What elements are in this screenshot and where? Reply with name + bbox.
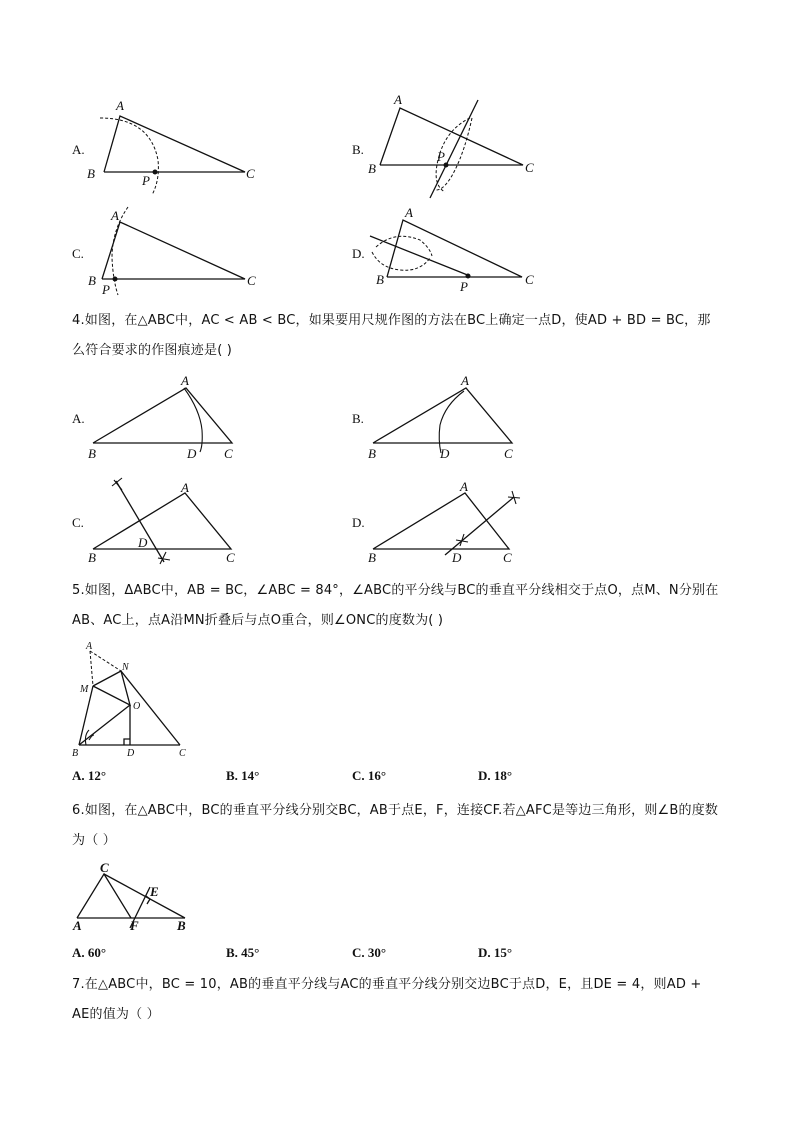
q5-label-m: M	[80, 684, 89, 695]
q5-answer-d: D. 18°	[478, 768, 513, 783]
q3c-label-c: C	[247, 273, 256, 288]
q6-answer-c: C. 30°	[352, 945, 387, 960]
q5-label-b: B	[72, 748, 79, 759]
q3a-label-b: B	[87, 166, 95, 181]
q4-question-text: 4.如图，在△ABC中，AC < AB < BC，如果要用尺规作图的方法在BC上确定一点D，使AD + BD = BC，那么符合要求的作图痕迹是( )	[72, 313, 711, 358]
q3-option-b-label: B.	[352, 142, 364, 157]
q4c-label-c: C	[226, 550, 235, 565]
q4-option-c-label: C.	[72, 515, 84, 530]
q4b-label-d: D	[440, 446, 450, 461]
q4d-label-a: A	[460, 479, 468, 494]
q5-label-c: C	[179, 748, 186, 759]
q3-option-c-label: C.	[72, 246, 84, 261]
q3b-label-c: C	[525, 160, 534, 175]
q4d-label-c: C	[503, 550, 512, 565]
q3c-label-a: A	[111, 208, 119, 223]
q4b-label-a: A	[461, 373, 469, 388]
q7-question-text: 7.在△ABC中，BC = 10，AB的垂直平分线与AC的垂直平分线分别交边BC于点D，E，且DE = 4，则AD + AE的值为（ ）	[72, 977, 702, 1022]
q4d-label-d: D	[452, 550, 462, 565]
q6-label-a: A	[73, 918, 82, 933]
q5-label-d: D	[127, 748, 135, 759]
q3b-label-a: A	[394, 92, 402, 107]
q6-answer-b: B. 45°	[226, 945, 260, 960]
q3a-label-a: A	[116, 98, 124, 113]
q5-answer-c: C. 16°	[352, 768, 387, 783]
q3d-label-a: A	[405, 205, 413, 220]
q4b-label-b: B	[368, 446, 376, 461]
q3a-label-p: P	[142, 173, 150, 188]
q5-answer-b: B. 14°	[226, 768, 260, 783]
q3d-label-b: B	[376, 272, 384, 287]
q5-label-a: A	[86, 641, 93, 652]
q3-option-a-label: A.	[72, 142, 85, 157]
q5-question-text: 5.如图，ΔABC中，AB = BC，∠ABC = 84°，∠ABC的平分线与BC的垂直平分线相交于点O，点M、N分别在AB、AC上，点A沿MN折叠后与点O重合，则∠ONC的度数为( )	[72, 583, 719, 628]
q5-label-o: O	[133, 701, 141, 712]
q4a-label-d: D	[187, 446, 197, 461]
q6-label-e: E	[150, 884, 159, 899]
q3d-label-p: P	[460, 279, 468, 294]
q6-label-f: F	[130, 918, 139, 933]
q5-answer-a: A. 12°	[72, 768, 107, 783]
q6-answer-a: A. 60°	[72, 945, 107, 960]
q3a-label-c: C	[246, 166, 255, 181]
q4c-label-a: A	[181, 480, 189, 495]
q3b-label-b: B	[368, 161, 376, 176]
q3b-label-p: P	[437, 149, 445, 164]
q5-label-n: N	[122, 662, 129, 673]
q4-option-d-label: D.	[352, 515, 365, 530]
q4b-label-c: C	[504, 446, 513, 461]
q4c-label-d: D	[138, 535, 148, 550]
q3c-label-p: P	[102, 282, 110, 297]
q3d-label-c: C	[525, 272, 534, 287]
q6-label-b: B	[177, 918, 186, 933]
q6-answer-d: D. 15°	[478, 945, 513, 960]
q3-option-d-label: D.	[352, 246, 365, 261]
q6-label-c: C	[100, 860, 109, 875]
q4-option-a-label: A.	[72, 411, 85, 426]
q4a-label-c: C	[224, 446, 233, 461]
q4a-label-b: B	[88, 446, 96, 461]
q6-question-text: 6.如图，在△ABC中，BC的垂直平分线分别交BC，AB于点E，F，连接CF.若△AFC是等边三角形，则∠B的度数为（ ）	[72, 803, 719, 848]
q4a-label-a: A	[181, 373, 189, 388]
q4c-label-b: B	[88, 550, 96, 565]
q4-option-b-label: B.	[352, 411, 364, 426]
q3c-label-b: B	[88, 273, 96, 288]
q4d-label-b: B	[368, 550, 376, 565]
